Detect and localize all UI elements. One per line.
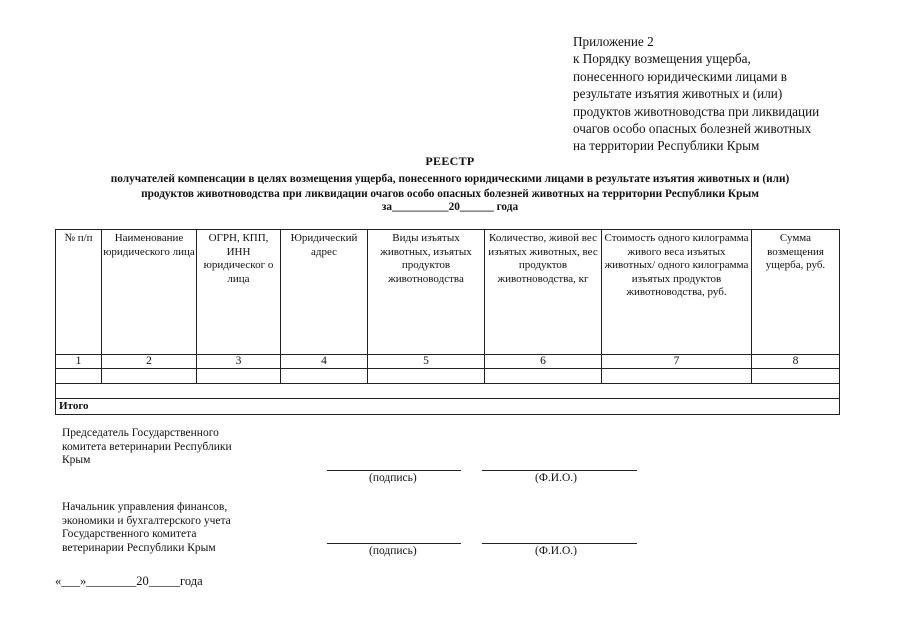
name-caption: (Ф.И.О.) (535, 472, 577, 484)
name-line (482, 470, 637, 471)
table-cell (197, 369, 281, 384)
register-period: за__________20______ года (381, 201, 519, 213)
appendix-line: к Порядку возмещения ущерба, (573, 51, 751, 67)
header-cell-quantity: Количество, живой вес изъятых животных, вес продуктов животноводства, кг (485, 230, 602, 355)
signature-position-line: Государственного комитета (62, 528, 197, 541)
table-cell (56, 384, 840, 399)
name-caption: (Ф.И.О.) (535, 545, 577, 557)
table-cell (102, 369, 197, 384)
table-cell (602, 369, 752, 384)
table-row (56, 369, 840, 384)
appendix-line: понесенного юридическими лицами в (573, 68, 788, 84)
signature-position-line: экономики и бухгалтерского учета (62, 514, 231, 527)
appendix-block (573, 33, 819, 155)
table-cell (56, 369, 102, 384)
column-number-cell: 6 (485, 355, 602, 369)
appendix-line: на территории Республики Крым (573, 138, 760, 154)
signature-position-line: Крым (62, 454, 91, 467)
register-table (55, 229, 840, 415)
header-cell-name: Наименование юридического лица (102, 230, 197, 355)
table-total-row (56, 399, 840, 415)
signature-position-line: комитета ветеринарии Республики (62, 440, 232, 453)
signature-line (327, 470, 461, 471)
signature-position-line: Начальник управления финансов, (62, 501, 228, 513)
appendix-line: результате изъятия животных и (или) (573, 86, 783, 102)
signature-caption: (подпись) (369, 545, 417, 557)
signature-position-line: ветеринарии Республики Крым (62, 542, 216, 555)
appendix-line: продуктов животноводства при ликвидации (573, 103, 820, 119)
column-number-cell: 1 (56, 355, 102, 369)
column-number-cell: 2 (102, 355, 197, 369)
table-cell (281, 369, 368, 384)
name-line (482, 543, 637, 544)
total-label: Итого (56, 399, 840, 415)
signature-position-line: Председатель Государственного (62, 427, 219, 439)
header-cell-ogrn: ОГРН, КПП, ИНН юридическог о лица (197, 230, 281, 355)
date-line: «___»________20_____года (55, 574, 203, 588)
table-cell (752, 369, 840, 384)
column-number-cell: 3 (197, 355, 281, 369)
table-cell (485, 369, 602, 384)
signature-line (327, 543, 461, 544)
register-subtitle-line: получателей компенсации в целях возмещения ущерба, понесенного юридическими лицами в результате изъятия животных и (или) (110, 173, 790, 185)
header-cell-number: № п/п (56, 230, 102, 355)
header-cell-sum: Сумма возмещения ущерба, руб. (752, 230, 840, 355)
column-number-cell: 5 (368, 355, 485, 369)
header-cell-price: Стоимость одного килограмма живого веса изъятых животных/ одного килограмма изъятых продуктов животноводства, руб. (602, 230, 752, 355)
column-number-cell: 8 (752, 355, 840, 369)
signature-position-chairman (62, 427, 232, 468)
header-cell-animal-types: Виды изъятых животных, изъятых продуктов животноводства (368, 230, 485, 355)
table-cell (368, 369, 485, 384)
table-row (56, 384, 840, 399)
column-number-cell: 4 (281, 355, 368, 369)
signature-position-finance-head (62, 501, 231, 556)
appendix-line: очагов особо опасных болезней животных (573, 121, 812, 137)
register-subtitle-line: продуктов животноводства при ликвидации очагов особо опасных болезней животных на территории Республики Крым (141, 187, 759, 200)
table-header-row (56, 230, 840, 355)
register-subtitle (40, 172, 860, 201)
header-cell-address: Юридический адрес (281, 230, 368, 355)
column-number-cell: 7 (602, 355, 752, 369)
appendix-line: Приложение 2 (573, 34, 654, 49)
table-column-numbers-row (56, 355, 840, 369)
signature-caption: (подпись) (369, 472, 417, 484)
register-title: РЕЕСТР (425, 154, 475, 168)
